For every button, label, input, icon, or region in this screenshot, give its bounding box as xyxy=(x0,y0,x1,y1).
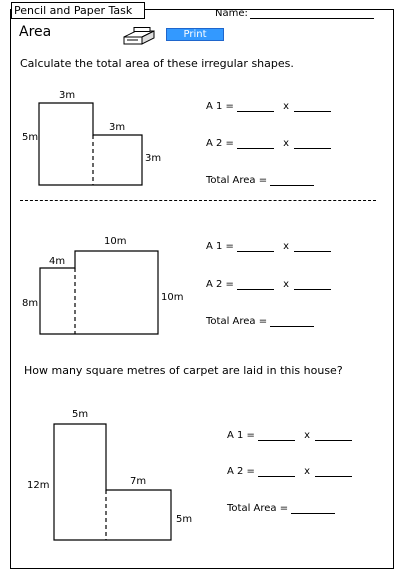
question-text: How many square metres of carpet are laid in this house? xyxy=(24,364,343,377)
section-divider xyxy=(20,200,376,201)
shape-2-total-row xyxy=(206,316,314,327)
shape-1-step-right-label: 3m xyxy=(145,153,162,164)
a2-label: A 2 = xyxy=(227,466,255,477)
a2-blank-2[interactable] xyxy=(294,138,331,149)
shape-2-a2-row xyxy=(206,279,331,290)
a1-blank-1[interactable] xyxy=(237,241,274,252)
shape-1-outline xyxy=(39,103,142,185)
shape-1-total-row xyxy=(206,175,314,186)
a1-blank-2[interactable] xyxy=(294,241,331,252)
shape-3-left-label: 12m xyxy=(27,480,50,491)
shape-3-step-right-label: 5m xyxy=(176,514,193,525)
shape-3-outline xyxy=(54,424,171,540)
shape-1-a1-row xyxy=(206,101,331,112)
shape-2-left-label: 8m xyxy=(22,298,39,309)
a1-blank-1[interactable] xyxy=(258,430,295,441)
a2-label: A 2 = xyxy=(206,138,234,149)
a2-blank-1[interactable] xyxy=(237,138,274,149)
a1-label: A 1 = xyxy=(227,430,255,441)
shape-2-right-label: 10m xyxy=(161,292,184,303)
shape-3-top-label: 5m xyxy=(72,409,89,420)
times-sign: x xyxy=(283,279,290,290)
shape-1-left-label: 5m xyxy=(22,132,39,143)
shape-3-step-top-label: 7m xyxy=(130,476,147,487)
shape-3-a1-row xyxy=(227,430,352,441)
total-blank[interactable] xyxy=(291,503,335,514)
times-sign: x xyxy=(283,101,290,112)
a2-blank-1[interactable] xyxy=(237,279,274,290)
times-sign: x xyxy=(304,430,311,441)
shape-2-top-label: 10m xyxy=(104,236,127,247)
shape-3-a2-row xyxy=(227,466,352,477)
total-label: Total Area = xyxy=(227,503,289,514)
shape-2-a1-row xyxy=(206,241,331,252)
a2-label: A 2 = xyxy=(206,279,234,290)
shape-2-left-top-label: 4m xyxy=(49,256,66,267)
total-label: Total Area = xyxy=(206,175,268,186)
instruction-text: Calculate the total area of these irregular shapes. xyxy=(20,57,294,70)
shape-1-step-top-label: 3m xyxy=(109,122,126,133)
times-sign: x xyxy=(283,138,290,149)
times-sign: x xyxy=(283,241,290,252)
a2-blank-2[interactable] xyxy=(294,279,331,290)
a1-label: A 1 = xyxy=(206,101,234,112)
a1-blank-2[interactable] xyxy=(315,430,352,441)
a1-blank-2[interactable] xyxy=(294,101,331,112)
shape-1-top-label: 3m xyxy=(59,90,76,101)
a1-blank-1[interactable] xyxy=(237,101,274,112)
times-sign: x xyxy=(304,466,311,477)
total-blank[interactable] xyxy=(270,175,314,186)
total-label: Total Area = xyxy=(206,316,268,327)
total-blank[interactable] xyxy=(270,316,314,327)
name-label: Name: xyxy=(215,8,248,19)
shape-1-a2-row xyxy=(206,138,331,149)
shape-3-total-row xyxy=(227,503,335,514)
print-button[interactable]: Print xyxy=(166,28,224,41)
a1-label: A 1 = xyxy=(206,241,234,252)
task-title: Pencil and Paper Task xyxy=(11,2,145,19)
page-title: Area xyxy=(19,24,52,40)
a2-blank-2[interactable] xyxy=(315,466,352,477)
a2-blank-1[interactable] xyxy=(258,466,295,477)
